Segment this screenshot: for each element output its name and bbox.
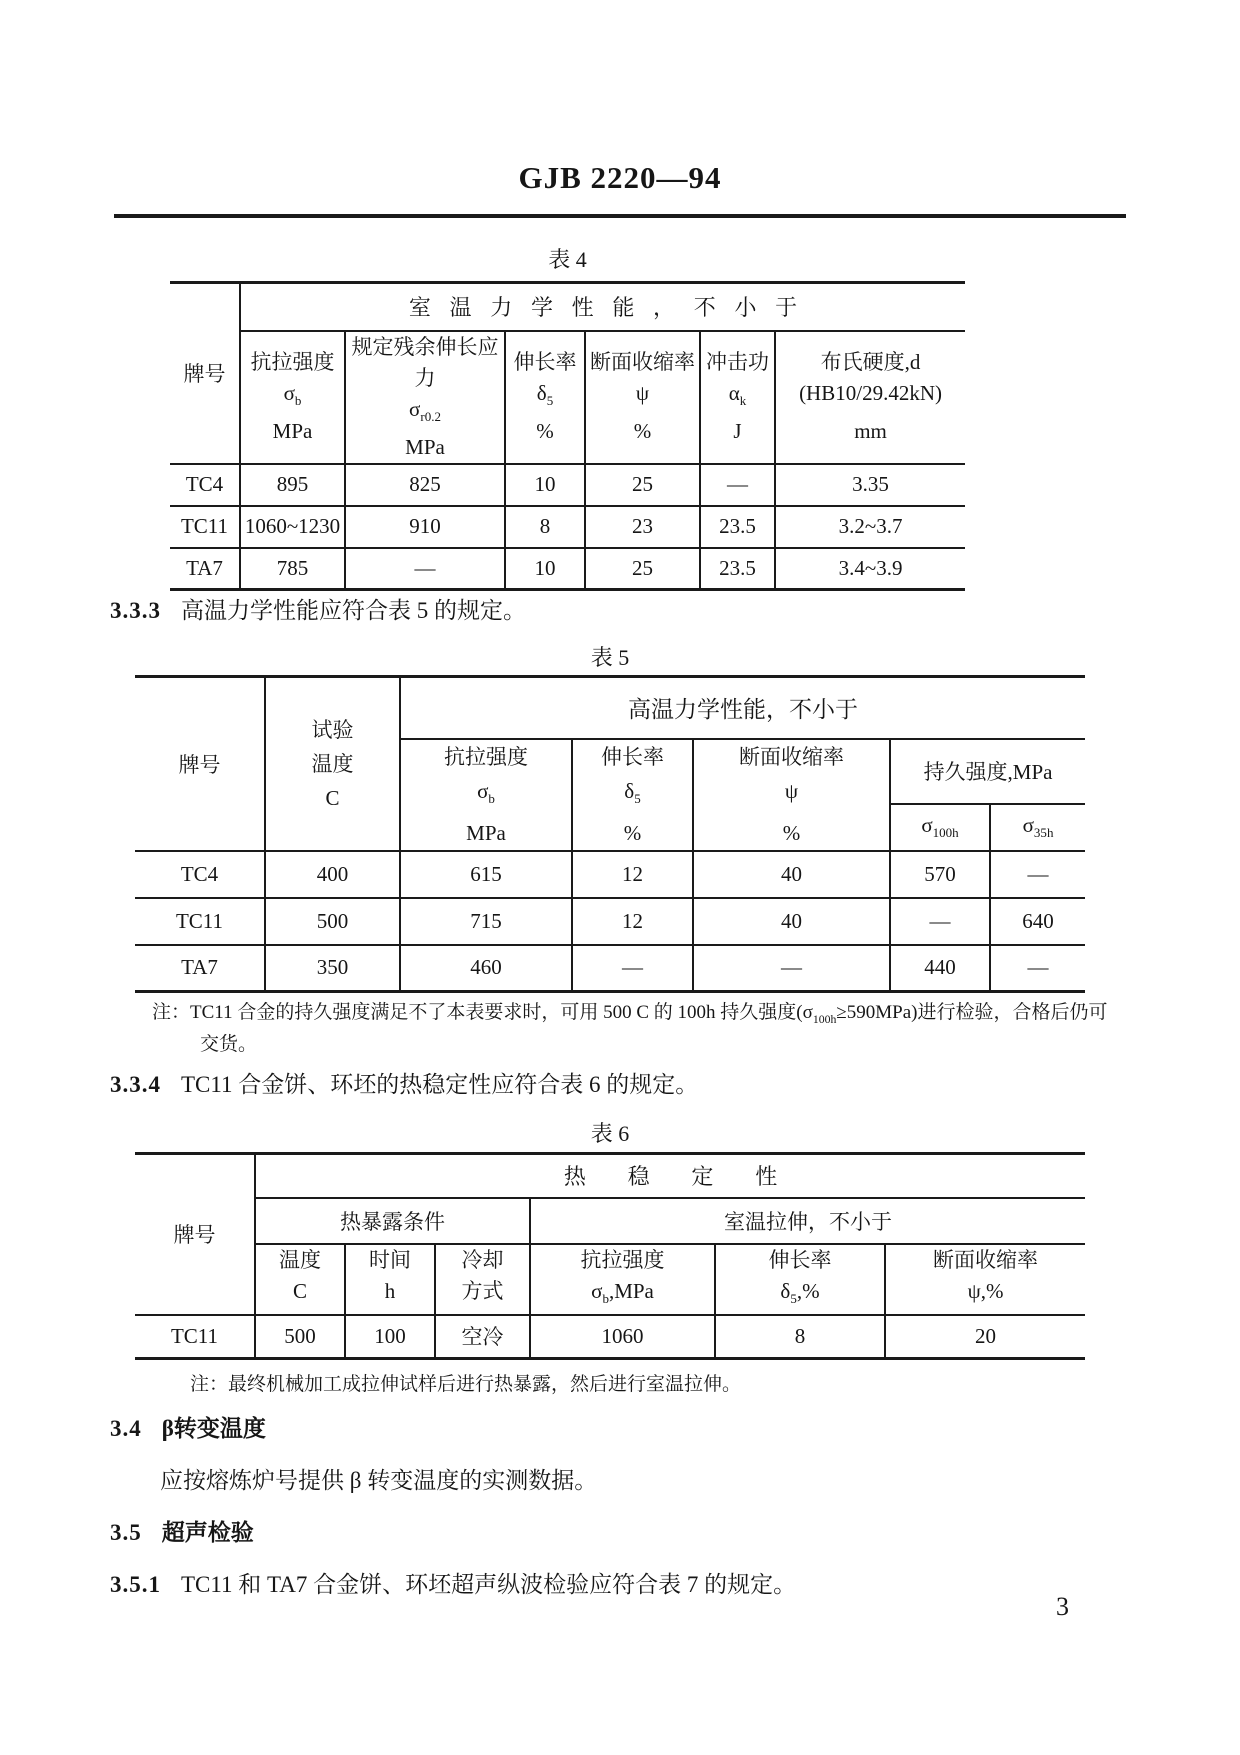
temp-line: 温度 (311, 751, 354, 776)
symbol-base: C (292, 1278, 307, 1303)
section-number: 3.3.4 (110, 1072, 161, 1097)
grade-header-cell: 牌号 (170, 283, 240, 464)
symbol-unit: ,% (980, 1278, 1004, 1303)
symbol-base: σ (477, 778, 489, 803)
span-header-cell: 热稳定性 (255, 1154, 1085, 1198)
table4-caption: 表 4 (548, 247, 587, 272)
column-header-cell (345, 1244, 435, 1315)
note-symbol-sub: 100h (812, 1012, 837, 1026)
value-cell: 350 (265, 945, 400, 992)
column-header-cell (700, 331, 775, 464)
col-name: 抗拉强度 (580, 1247, 665, 1272)
column-header-cell (505, 331, 585, 464)
col-symbol (531, 1276, 714, 1314)
col-name: 伸长率 (601, 744, 664, 769)
value-cell: 100 (345, 1315, 435, 1359)
section-3-4-body: 应按熔炼炉号提供 β 转变温度的实测数据。 (160, 1468, 598, 1493)
endurance-header-cell: 持久强度,MPa (890, 739, 1085, 804)
value-cell: 23.5 (700, 506, 775, 548)
value-cell: — (700, 464, 775, 506)
value-cell: 40 (693, 851, 890, 898)
section-3-5-1 (110, 1566, 796, 1599)
symbol-unit: ,MPa (608, 1278, 654, 1303)
value-cell: 3.2~3.7 (775, 506, 965, 548)
col-name: 温度 (279, 1247, 321, 1272)
symbol-sub: 35h (1033, 825, 1054, 841)
header-divider (114, 214, 1126, 218)
value-cell: 12 (572, 898, 693, 945)
grade-cell: TC11 (135, 898, 265, 945)
grade-cell: TC11 (170, 506, 240, 548)
value-cell: 3.35 (775, 464, 965, 506)
note-text-line2: 交货。 (200, 1033, 258, 1055)
grade-cell: TC4 (135, 851, 265, 898)
table5-high-temp-properties (135, 675, 1085, 993)
col-name: 抗拉强度 (444, 744, 528, 769)
col-unit: MPa (405, 434, 445, 459)
table-row (135, 851, 1085, 898)
column-header-cell (530, 1244, 715, 1315)
table-row (135, 1154, 1085, 1198)
table-row (135, 1198, 1085, 1244)
symbol-base: σ (921, 813, 933, 838)
column-header-cell (885, 1244, 1085, 1315)
value-cell: 440 (890, 945, 990, 992)
section-number: 3.3.3 (110, 598, 161, 623)
value-cell: 715 (400, 898, 572, 945)
col-name: 布氏硬度,d (820, 350, 921, 374)
col-symbol (241, 378, 344, 416)
section-text: TC11 合金饼、环坯的热稳定性应符合表 6 的规定。 (181, 1072, 699, 1097)
value-cell: 895 (240, 464, 345, 506)
value-cell: 1060~1230 (240, 506, 345, 548)
value-cell: 10 (505, 464, 585, 506)
symbol-unit: ,% (796, 1278, 820, 1303)
symbol-base: h (384, 1278, 396, 1303)
symbol-sub: b (294, 393, 302, 409)
symbol-base: ψ (967, 1278, 981, 1303)
symbol-base: σ (1022, 813, 1034, 838)
col-symbol (256, 1276, 344, 1314)
section-text: TC11 和 TA7 合金饼、环坯超声纵波检验应符合表 7 的规定。 (181, 1572, 797, 1597)
grade-header-cell: 牌号 (135, 677, 265, 851)
grade-cell: TA7 (170, 548, 240, 590)
symbol-base: σ (283, 381, 295, 405)
note-text: 注：TC11 合金的持久强度满足不了本表要求时，可用 500 C 的 100h 持久强度(σ (152, 1002, 813, 1023)
col-symbol (716, 1276, 884, 1314)
col-symbol (346, 394, 504, 432)
grade-cell: TC11 (135, 1315, 255, 1359)
value-cell: 500 (255, 1315, 345, 1359)
value-cell: 25 (585, 464, 700, 506)
col-name: 抗拉强度 (250, 350, 335, 374)
value-cell: 空冷 (435, 1315, 530, 1359)
col-symbol (886, 1276, 1085, 1314)
column-header-cell (240, 331, 345, 464)
value-cell: 460 (400, 945, 572, 992)
symbol-base: (HB10/29.42kN) (799, 381, 942, 405)
symbol-sub: 5 (790, 1290, 797, 1306)
column-header-cell (255, 1244, 345, 1315)
col-symbol (573, 774, 692, 816)
section-title: 超声检验 (161, 1520, 254, 1545)
col-name: 伸长率 (513, 350, 577, 374)
section-3-4 (110, 1410, 266, 1443)
col-symbol (401, 774, 571, 816)
value-cell: 25 (585, 548, 700, 590)
table5-note (152, 998, 1192, 1060)
value-cell: 23 (585, 506, 700, 548)
symbol-sub: b (602, 1290, 609, 1306)
col-unit: % (536, 419, 554, 444)
value-cell: 570 (890, 851, 990, 898)
span-header-cell: 室温力学性能，不小于 (240, 283, 965, 331)
value-cell: 400 (265, 851, 400, 898)
symbol-sub: 5 (634, 790, 641, 806)
section-number: 3.5.1 (110, 1572, 161, 1597)
value-cell: — (345, 548, 505, 590)
value-cell: 10 (505, 548, 585, 590)
col-symbol (346, 1276, 434, 1314)
col-symbol (776, 378, 965, 416)
col-symbol (436, 1276, 529, 1314)
sigma-35h-header (990, 804, 1085, 851)
table6-caption: 表 6 (590, 1121, 630, 1146)
table6-thermal-stability (135, 1152, 1085, 1360)
column-header-cell (400, 739, 572, 851)
page-number: 3 (1056, 1592, 1069, 1621)
grade-cell: TA7 (135, 945, 265, 992)
table-row (170, 548, 965, 590)
section-3-3-4 (110, 1066, 698, 1099)
col-symbol (586, 378, 699, 416)
table-row (135, 677, 1085, 739)
table-row (170, 506, 965, 548)
standard-number-header: GJB 2220—94 (518, 160, 722, 195)
column-header-cell (572, 739, 693, 851)
value-cell: — (693, 945, 890, 992)
section-3-3-3 (110, 592, 526, 625)
column-header-cell (693, 739, 890, 851)
col-unit: J (733, 419, 742, 444)
table-row (170, 331, 965, 464)
table5-caption: 表 5 (590, 645, 630, 670)
col-name: 冲击功 (706, 350, 769, 374)
value-cell: 8 (715, 1315, 885, 1359)
value-cell: 785 (240, 548, 345, 590)
value-cell: 910 (345, 506, 505, 548)
value-cell: 825 (345, 464, 505, 506)
note-text: ≥590MPa)进行检验，合格后仍可 (836, 1002, 1108, 1023)
column-header-cell (345, 331, 505, 464)
value-cell: 615 (400, 851, 572, 898)
symbol-sub: 100h (932, 825, 959, 841)
value-cell: 500 (265, 898, 400, 945)
table-row (170, 464, 965, 506)
temp-unit: C (325, 785, 340, 810)
temp-line: 试验 (311, 717, 354, 742)
symbol-sub: b (488, 790, 495, 806)
section-number: 3.5 (110, 1520, 142, 1545)
col-name: 冷却 (461, 1247, 504, 1272)
group-header-cell: 室温拉伸，不小于 (530, 1198, 1085, 1244)
col-name: 断面收缩率 (933, 1247, 1039, 1272)
section-3-5 (110, 1514, 254, 1547)
symbol-sub: r0.2 (420, 408, 441, 424)
col-unit: % (782, 820, 801, 845)
section-title: β转变温度 (161, 1416, 266, 1441)
table4-room-temp-properties (170, 281, 965, 591)
col-name: 伸长率 (768, 1247, 832, 1272)
table-row (135, 1244, 1085, 1315)
grade-cell: TC4 (170, 464, 240, 506)
column-header-cell (435, 1244, 530, 1315)
symbol-base: α (728, 381, 740, 405)
table-row (135, 945, 1085, 992)
col-unit: mm (854, 419, 887, 444)
col-name: 规定残余伸长应力 (351, 334, 499, 390)
value-cell: — (990, 945, 1085, 992)
symbol-base: 方式 (461, 1278, 504, 1303)
column-header-cell (715, 1244, 885, 1315)
symbol-base: ψ (635, 381, 650, 405)
col-name: 断面收缩率 (590, 350, 695, 374)
value-cell: — (990, 851, 1085, 898)
group-header-cell: 热暴露条件 (255, 1198, 530, 1244)
temp-header-cell (265, 677, 400, 851)
table-row (135, 1315, 1085, 1359)
value-cell: — (890, 898, 990, 945)
col-unit: MPa (466, 820, 506, 845)
col-unit: % (633, 419, 652, 444)
value-cell: 3.4~3.9 (775, 548, 965, 590)
col-symbol (506, 378, 584, 416)
table-row (135, 898, 1085, 945)
table-row (170, 283, 965, 331)
table6-note: 注：最终机械加工成拉伸试样后进行热暴露，然后进行室温拉伸。 (190, 1374, 742, 1395)
col-unit: % (623, 820, 642, 845)
grade-header-cell: 牌号 (135, 1154, 255, 1315)
column-header-cell (585, 331, 700, 464)
col-unit: MPa (272, 419, 313, 444)
symbol-base: σ (591, 1278, 603, 1303)
col-symbol (701, 378, 774, 416)
value-cell: 12 (572, 851, 693, 898)
value-cell: — (572, 945, 693, 992)
symbol-base: σ (409, 396, 421, 421)
section-text: 高温力学性能应符合表 5 的规定。 (181, 598, 526, 623)
value-cell: 23.5 (700, 548, 775, 590)
section-number: 3.4 (110, 1416, 142, 1441)
symbol-base: ψ (784, 778, 799, 803)
value-cell: 8 (505, 506, 585, 548)
span-header-cell: 高温力学性能，不小于 (400, 677, 1085, 739)
sigma-100h-header (890, 804, 990, 851)
symbol-sub: 5 (546, 393, 554, 409)
col-name: 断面收缩率 (739, 744, 844, 769)
col-symbol (694, 774, 889, 816)
col-name: 时间 (369, 1247, 411, 1272)
value-cell: 640 (990, 898, 1085, 945)
symbol-base: δ (624, 778, 635, 803)
value-cell: 40 (693, 898, 890, 945)
value-cell: 1060 (530, 1315, 715, 1359)
symbol-sub: k (739, 393, 747, 409)
symbol-base: δ (536, 381, 547, 405)
symbol-base: δ (780, 1278, 791, 1303)
value-cell: 20 (885, 1315, 1085, 1359)
column-header-cell (775, 331, 965, 464)
